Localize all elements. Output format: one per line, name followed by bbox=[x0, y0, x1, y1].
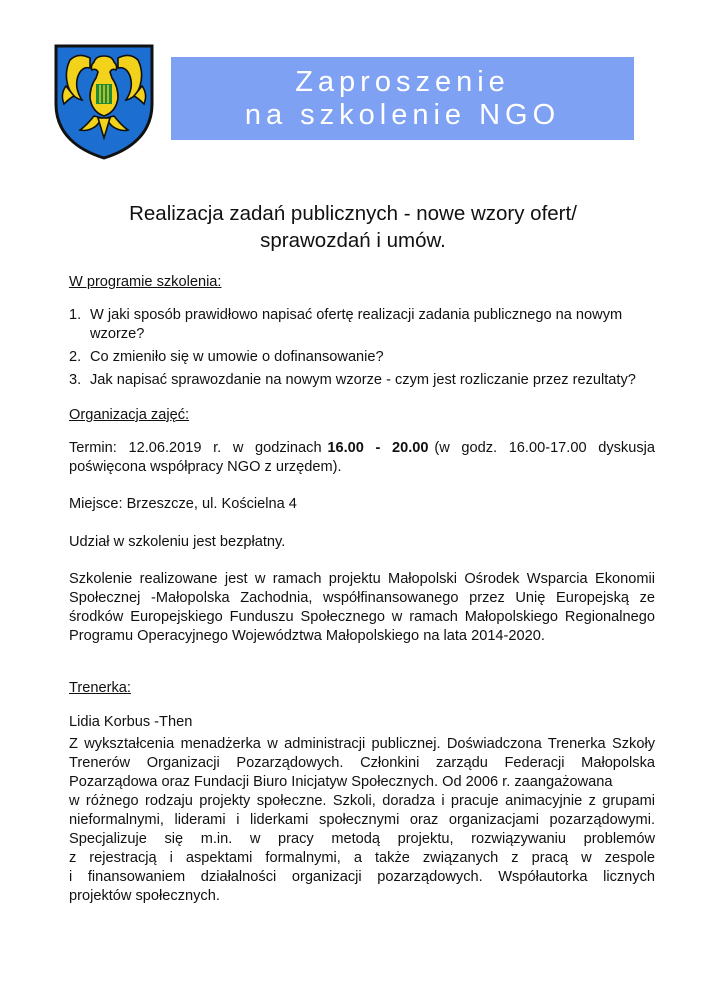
banner-line-2: na szkolenie NGO bbox=[244, 98, 561, 131]
term-suffix: (w godz. 16.00-17.00 dyskusja bbox=[428, 440, 655, 456]
training-title bbox=[60, 200, 646, 254]
trainer-bio-line: Pozarządowa oraz Fundacji Biuro Inicjatyw Społecznych. Od 2006 r. zaangażowana bbox=[69, 774, 613, 790]
trainer-bio-line: i finansowaniem działalności organizacji pozarządowych. Współautorka licznych bbox=[69, 869, 655, 885]
term-paragraph bbox=[69, 439, 655, 477]
term-line-2: poświęcona współpracy NGO z urzędem). bbox=[69, 459, 342, 475]
trainer-bio-line: Z wykształcenia menadżerka w administracji publicznej. Doświadczona Trenerka Szkoły bbox=[69, 736, 655, 752]
term-hours: 16.00 - 20.00 bbox=[327, 440, 429, 456]
program-item-number: 3. bbox=[69, 372, 82, 388]
place-text: Miejsce: Brzeszcze, ul. Kościelna 4 bbox=[69, 496, 297, 512]
project-line: Społecznej -Małopolska Zachodnia, współfinansowanego przez Unię Europejską ze bbox=[69, 590, 655, 606]
program-list bbox=[69, 306, 655, 390]
training-title-line-2: sprawozdań i umów. bbox=[260, 229, 446, 252]
invitation-banner bbox=[171, 57, 634, 140]
trainer-title: Trenerka: bbox=[69, 680, 131, 696]
trainer-bio-line: z rejestracją i aspektami formalnymi, a także związanych z pracą w zespole bbox=[69, 850, 655, 866]
free-participation-text: Udział w szkoleniu jest bezpłatny. bbox=[69, 534, 286, 550]
project-line: Szkolenie realizowane jest w ramach projektu Małopolski Ośrodek Wsparcia Ekonomii bbox=[69, 571, 655, 587]
program-item-text: W jaki sposób prawidłowo napisać ofertę realizacji zadania publicznego na nowym wzorze? bbox=[90, 307, 623, 342]
organization-title: Organizacja zajęć: bbox=[69, 407, 190, 423]
term-prefix: Termin: 12.06.2019 r. w godzinach bbox=[69, 440, 328, 456]
program-item bbox=[69, 371, 655, 390]
project-paragraph bbox=[69, 570, 655, 646]
coat-of-arms-icon bbox=[52, 42, 156, 160]
term-line-1 bbox=[69, 439, 655, 458]
training-title-line-1: Realizacja zadań publicznych - nowe wzory ofert/ bbox=[129, 202, 577, 225]
project-line: Programu Operacyjnego Województwa Małopolskiego na lata 2014-2020. bbox=[69, 628, 545, 644]
program-title: W programie szkolenia: bbox=[69, 274, 222, 290]
trainer-bio bbox=[69, 735, 655, 906]
trainer-name: Lidia Korbus -Then bbox=[69, 714, 193, 730]
trainer-bio-line: projektów społecznych. bbox=[69, 888, 220, 904]
program-item bbox=[69, 348, 655, 367]
program-item-text: Co zmieniło się w umowie o dofinansowanie? bbox=[90, 349, 384, 365]
program-item-text: Jak napisać sprawozdanie na nowym wzorze - czym jest rozliczanie przez rezultaty? bbox=[90, 372, 636, 388]
program-item bbox=[69, 306, 655, 344]
trainer-bio-line: Specjalizuje się m.in. w pracy metodą projektu, rozwiązywaniu problemów bbox=[69, 831, 655, 847]
program-item-number: 1. bbox=[69, 307, 82, 323]
banner-line-1: Zaproszenie bbox=[295, 65, 510, 98]
trainer-bio-line: Trenerów Organizacji Pozarządowych. Członkini zarządu Federacji Małopolska bbox=[69, 755, 655, 771]
program-item-number: 2. bbox=[69, 349, 82, 365]
trainer-bio-line: nieformalnymi, liderami i liderkami społecznymi oraz organizacjami pozarządowymi. bbox=[69, 812, 655, 828]
project-line: środków Europejskiego Funduszu Społecznego w ramach Małopolskiego Regionalnego bbox=[69, 609, 655, 625]
trainer-bio-line: w różnego rodzaju projekty społeczne. Szkoli, doradza i pracuje animacyjnie z grupami bbox=[69, 793, 655, 809]
